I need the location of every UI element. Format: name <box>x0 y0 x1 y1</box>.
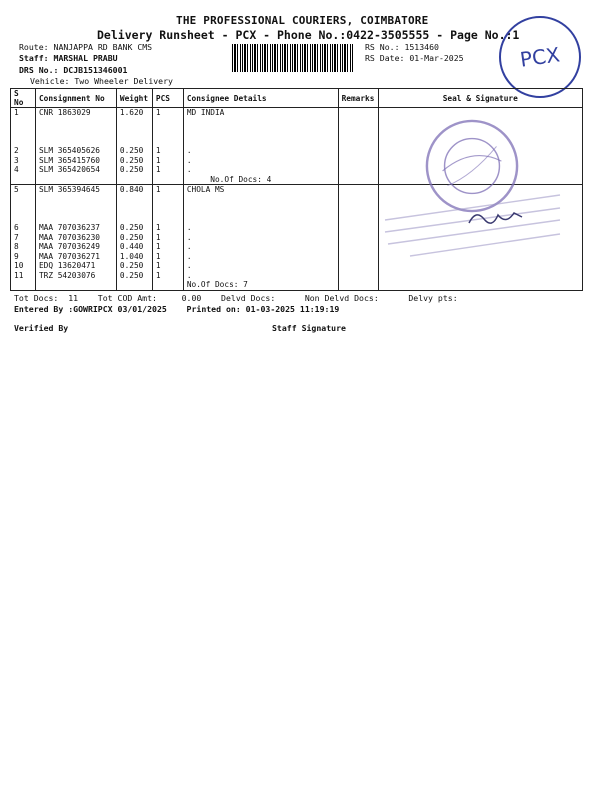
table-row: MAA 707036271 <box>38 251 100 261</box>
table-row: SLM 365420654 <box>38 165 100 174</box>
table-row: 4 <box>14 165 19 174</box>
table-row: CNR 1863029 <box>38 108 91 117</box>
cell-cn <box>35 108 116 185</box>
cell-sno <box>11 108 36 185</box>
cell-cn <box>35 185 116 291</box>
table-row <box>120 280 149 290</box>
col-weight: Weight <box>116 89 152 108</box>
drs-value: DCJB151346001 <box>63 65 128 75</box>
table-row: SLM 365405626 <box>38 146 100 155</box>
table-row <box>187 195 335 205</box>
table-row: TRZ 54203076 <box>38 270 96 280</box>
table-row: MAA 707036230 <box>38 232 100 242</box>
totals-line: Tot Docs: 11 Tot COD Amt: 0.00 Delvd Docs: Non Delvd Docs: Delvy pts: <box>14 293 458 303</box>
cell-remarks <box>338 185 378 291</box>
table-row: CHOLA MS <box>186 185 225 194</box>
table-row <box>156 137 180 147</box>
table-row: 0.250 <box>119 146 144 155</box>
signature <box>466 207 526 229</box>
table-row: . <box>186 270 192 280</box>
table-row <box>156 204 180 214</box>
table-row: SLM 365394645 <box>38 185 100 194</box>
table-row: 0.250 <box>119 232 144 242</box>
table-row <box>14 118 32 128</box>
table-row: 0.250 <box>119 270 144 280</box>
table-row <box>187 204 335 214</box>
table-row: 9 <box>14 251 19 261</box>
staff-signature: Staff Signature <box>272 323 346 333</box>
table-row: . <box>186 242 192 251</box>
table-row: 1.040 <box>119 251 144 261</box>
rs-no-label: RS No.: <box>365 42 400 52</box>
rs-date-line <box>365 53 464 63</box>
table-row: 1 <box>155 270 161 280</box>
cell-pcs <box>152 108 183 185</box>
table-row: EDQ 13620471 <box>38 261 96 270</box>
table-row <box>120 214 149 224</box>
table-row: MD INDIA <box>186 108 225 117</box>
col-seal: Seal & Signature <box>378 89 582 108</box>
company-title: THE PROFESSIONAL COURIERS, COIMBATORE <box>176 14 429 27</box>
table-row <box>14 175 32 185</box>
col-consignment: Consignment No <box>35 89 116 108</box>
table-row: 0.840 <box>119 185 144 194</box>
cell-details <box>183 108 338 185</box>
table-row <box>39 137 113 147</box>
cell-wt <box>116 185 152 291</box>
rs-date-label: RS Date: <box>365 53 405 63</box>
table-row: . <box>186 155 192 165</box>
cell-details <box>183 185 338 291</box>
table-row: 1 <box>155 108 161 117</box>
runsheet-subtitle: Delivery Runsheet - PCX - Phone No.:0422-3505555 - Page No.:1 <box>97 28 520 42</box>
table-row <box>120 175 149 185</box>
table-row <box>120 127 149 137</box>
table-row <box>187 137 335 147</box>
table-row: 11 <box>14 270 24 280</box>
table-row: No.Of Docs: 7 <box>186 280 248 289</box>
table-row <box>156 127 180 137</box>
table-row: 10 <box>14 261 24 270</box>
table-row <box>120 204 149 214</box>
table-row <box>120 195 149 205</box>
table-row <box>187 127 335 137</box>
table-row: . <box>186 232 192 242</box>
table-row <box>39 214 113 224</box>
table-row: . <box>186 251 192 261</box>
cell-wt <box>116 108 152 185</box>
table-row: SLM 365415760 <box>38 155 100 165</box>
table-row: . <box>186 223 192 232</box>
table-row: 1 <box>155 165 161 174</box>
table-row: 1 <box>14 108 19 117</box>
table-row: 1 <box>155 242 161 251</box>
table-row: 1 <box>155 185 161 194</box>
col-consignee: Consignee Details <box>183 89 338 108</box>
rs-no-value: 1513460 <box>404 42 439 52</box>
table-row: 7 <box>14 232 19 242</box>
table-row <box>120 118 149 128</box>
table-row <box>14 214 32 224</box>
table-row: 0.250 <box>119 261 144 270</box>
table-row <box>120 137 149 147</box>
table-row: 1 <box>155 223 161 232</box>
table-row: . <box>186 165 192 174</box>
table-row <box>14 195 32 205</box>
staff-value: MARSHAL PRABU <box>53 53 118 63</box>
table-row <box>39 280 113 290</box>
table-row <box>14 137 32 147</box>
rs-date-value: 01-Mar-2025 <box>409 53 464 63</box>
table-row: 6 <box>14 223 19 232</box>
cell-sno <box>11 185 36 291</box>
table-row <box>39 118 113 128</box>
staff-label: Staff: <box>19 53 49 63</box>
table-row: 1 <box>155 146 161 155</box>
table-row: 1.620 <box>119 108 144 117</box>
route-label: Route: <box>19 42 49 52</box>
table-row: 3 <box>14 155 19 165</box>
table-row: 5 <box>14 185 19 194</box>
table-row <box>14 204 32 214</box>
table-row: MAA 707036249 <box>38 242 100 251</box>
barcode <box>232 44 354 72</box>
table-row <box>156 175 180 185</box>
table-header-row <box>11 89 583 108</box>
table-row <box>156 214 180 224</box>
table-row <box>14 280 32 290</box>
table-row: 1 <box>155 261 161 270</box>
table-row: 1 <box>155 251 161 261</box>
table-row: 8 <box>14 242 19 251</box>
table-row <box>187 214 335 224</box>
table-row <box>39 175 113 185</box>
table-row: 0.250 <box>119 223 144 232</box>
pcx-stamp: PCX <box>499 16 581 98</box>
table-row: 0.250 <box>119 155 144 165</box>
table-row <box>14 127 32 137</box>
col-remarks: Remarks <box>338 89 378 108</box>
table-row <box>156 280 180 290</box>
cell-remarks <box>338 108 378 185</box>
table-row: 0.440 <box>119 242 144 251</box>
table-row <box>187 118 335 128</box>
verified-by: Verified By <box>14 323 69 333</box>
table-row <box>39 195 113 205</box>
table-row: 1 <box>155 155 161 165</box>
entered-line: Entered By :GOWRIPCX 03/01/2025 Printed on: 01-03-2025 11:19:19 <box>14 304 340 314</box>
staff-line <box>19 53 118 63</box>
table-row: . <box>186 261 192 270</box>
route-value: NANJAPPA RD BANK CMS <box>53 42 153 52</box>
col-pcs: PCS <box>152 89 183 108</box>
vehicle-line <box>30 76 173 86</box>
table-row <box>156 118 180 128</box>
table-row <box>156 195 180 205</box>
table-row: . <box>186 146 192 155</box>
table-row: 2 <box>14 146 19 155</box>
table-row <box>39 127 113 137</box>
table-row: No.Of Docs: 4 <box>186 174 272 184</box>
table-row <box>39 204 113 214</box>
drs-line <box>19 65 127 75</box>
table-row: 1 <box>155 232 161 242</box>
rs-no-line <box>365 42 439 52</box>
drs-label: DRS No.: <box>19 65 59 75</box>
vehicle-label: Vehicle: <box>30 76 70 86</box>
cell-pcs <box>152 185 183 291</box>
col-sno: S No <box>11 89 36 108</box>
table-row: MAA 707036237 <box>38 223 100 232</box>
vehicle-value: Two Wheeler Delivery <box>74 76 173 86</box>
table-row: 0.250 <box>119 165 144 174</box>
route-line <box>19 42 152 52</box>
